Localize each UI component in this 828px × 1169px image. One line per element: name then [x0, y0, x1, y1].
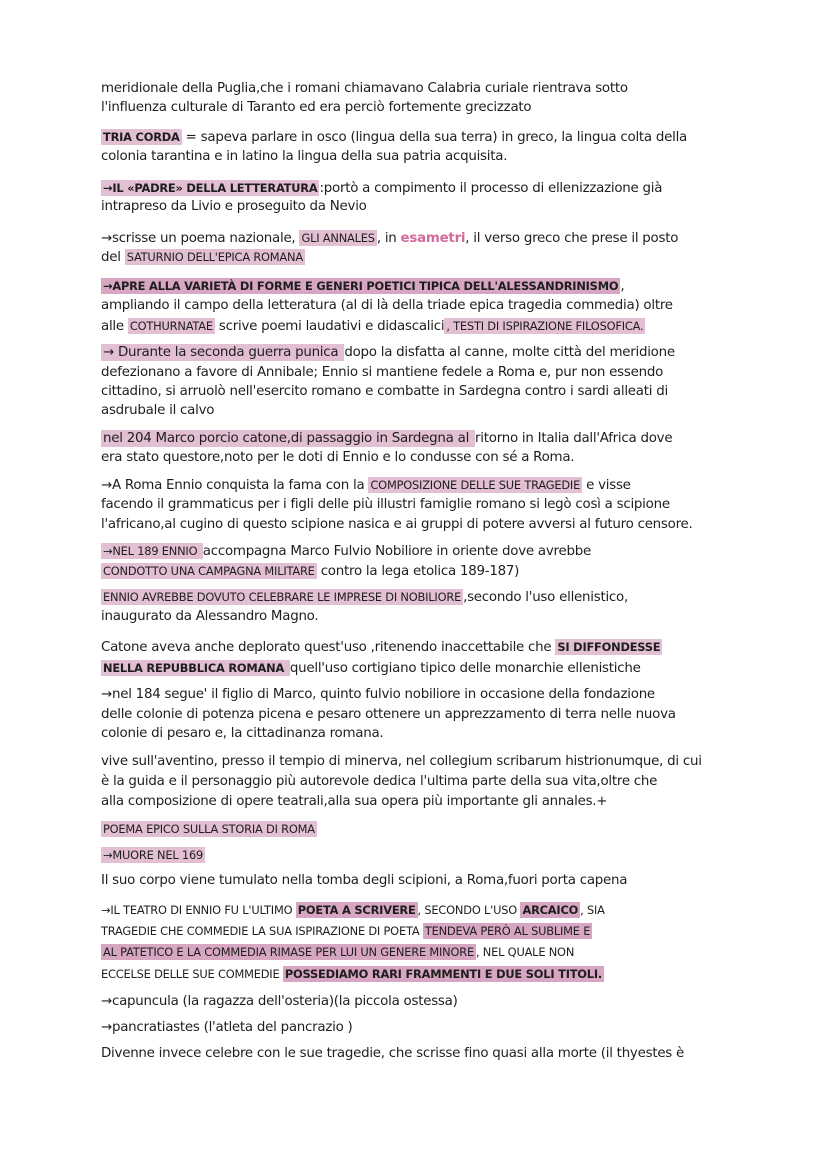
highlight: →MUORE NEL 169	[103, 848, 204, 862]
text-line: →NEL 189 ENNIO accompagna Marco Fulvio Nobiliore in oriente dove avrebbe	[103, 544, 591, 559]
text-line: nel 204 Marco porcio catone,di passaggio in Sardegna al ritorno in Italia dall'Africa dove	[103, 431, 673, 446]
text-line: vive sull'aventino, presso il tempio di minerva, nel collegium scribarum histrionumque, di cui	[101, 754, 702, 769]
text-line: colonie di pesaro e, la cittadinanza romana.	[101, 726, 384, 741]
text-line: Divenne invece celebre con le sue tragedie, che scrisse fino quasi alla morte (il thyestes è	[101, 1046, 685, 1061]
highlight: SI DIFFONDESSE	[557, 640, 661, 654]
text-line: →A Roma Ennio conquista la fama con la COMPOSIZIONE DELLE SUE TRAGEDIE e visse	[101, 478, 631, 493]
text-line	[101, 845, 205, 865]
text-line: →scrisse un poema nazionale, GLI ANNALES , in esametri, il verso greco che prese il posto	[101, 231, 679, 246]
text-line: AL PATETICO E LA COMMEDIA RIMASE PER LUI UN GENERE MINORE , NEL QUALE NON	[103, 945, 575, 959]
highlight: →APRE ALLA VARIETÀ DI FORME E GENERI POETICI TIPICA DELL'ALESSANDRINISMO	[103, 279, 619, 293]
highlight: SATURNIO DELL'EPICA ROMANA	[126, 250, 303, 264]
text-line: defezionano a favore di Annibale; Ennio si mantiene fedele a Roma e, pur non essendo	[101, 365, 664, 380]
text-line: l'africano,al cugino di questo scipione nasica e ai gruppi di potere avversi al futuro censore.	[101, 517, 693, 532]
text-line: era stato questore,noto per le doti di Ennio e lo condusse con sé a Roma.	[101, 450, 575, 465]
highlight: POSSEDIAMO RARI FRAMMENTI E DUE SOLI TITOLI.	[284, 967, 603, 981]
highlight: GLI ANNALES	[301, 231, 375, 245]
text-line: →capuncula (la ragazza dell'osteria)(la piccola ostessa)	[101, 994, 458, 1009]
text-line: → Durante la seconda guerra punica dopo la disfatta al canne, molte città del meridione	[103, 345, 675, 360]
highlight: , TESTI DI ISPIRAZIONE FILOSOFICA.	[446, 319, 644, 333]
text-line: →nel 184 segue' il figlio di Marco, quinto fulvio nobiliore in occasione della fondazione	[101, 687, 655, 702]
text-line: →pancratiastes (l'atleta del pancrazio )	[101, 1020, 353, 1035]
text-line: meridionale della Puglia,che i romani chiamavano Calabria curiale rientrava sotto	[101, 81, 628, 96]
highlight: POEMA EPICO SULLA STORIA DI ROMA	[103, 822, 315, 836]
text-line: cittadino, si arruolò nell'esercito romano e combatte in Sardegna contro i sardi alleati di	[101, 384, 668, 399]
text-line	[101, 819, 317, 839]
text-line: →APRE ALLA VARIETÀ DI FORME E GENERI POETICI TIPICA DELL'ALESSANDRINISMO ,	[103, 279, 625, 294]
text-line: intrapreso da Livio e proseguito da Nevio	[101, 199, 367, 214]
highlight: nel 204 Marco porcio catone,di passaggio in Sardegna al	[103, 431, 474, 446]
highlight: ENNIO AVREBBE DOVUTO CELEBRARE LE IMPRESE DI NOBILIORE	[103, 590, 462, 604]
text-line: l'influenza culturale di Taranto ed era perciò fortemente grecizzato	[101, 100, 532, 115]
highlight: CONDOTTO UNA CAMPAGNA MILITARE	[103, 564, 315, 578]
text-line: ampliando il campo della letteratura (al di là della triade epica tragedia commedia) oltre	[101, 298, 673, 313]
highlight: NELLA REPUBBLICA ROMANA	[103, 661, 288, 675]
text-line: facendo il grammaticus per i figli delle più illustri famiglie romano si legò così a scipione	[101, 497, 670, 512]
text-line: NELLA REPUBBLICA ROMANA quell'uso cortigiano tipico delle monarchie ellenistiche	[103, 661, 641, 676]
highlight: TRIA CORDA	[103, 130, 180, 144]
text-line: TRAGEDIE CHE COMMEDIE LA SUA ISPIRAZIONE DI POETA TENDEVA PERÒ AL SUBLIME E	[101, 924, 591, 938]
text-line: alla composizione di opere teatrali,alla sua opera più importante gli annales.+	[101, 794, 608, 809]
highlight: TENDEVA PERÒ AL SUBLIME E	[424, 924, 591, 938]
highlight: COTHURNATAE	[129, 319, 213, 333]
text-line: ECCELSE DELLE SUE COMMEDIE POSSEDIAMO RARI FRAMMENTI E DUE SOLI TITOLI.	[101, 967, 603, 981]
text-line: →IL TEATRO DI ENNIO FU L'ULTIMO POETA A SCRIVERE , SECONDO L'USO ARCAICO , SIA	[101, 903, 605, 917]
text-line: inaugurato da Alessandro Magno.	[101, 609, 319, 624]
highlight: →NEL 189 ENNIO	[103, 544, 201, 558]
text-line: CONDOTTO UNA CAMPAGNA MILITARE contro la lega etolica 189-187)	[103, 564, 520, 579]
text-line: del SATURNIO DELL'EPICA ROMANA	[101, 250, 303, 265]
highlight: esametri	[400, 231, 466, 246]
text-line: Il suo corpo viene tumulato nella tomba degli scipioni, a Roma,fuori porta capena	[101, 873, 628, 888]
highlight: →IL «PADRE» DELLA LETTERATURA	[103, 181, 318, 195]
highlight: → Durante la seconda guerra punica	[103, 345, 343, 360]
text-line: →IL «PADRE» DELLA LETTERATURA :portò a compimento il processo di ellenizzazione già	[103, 181, 663, 196]
highlight: COMPOSIZIONE DELLE SUE TRAGEDIE	[370, 478, 581, 492]
text-line: delle colonie di potenza picena e pesaro ottenere un apprezzamento di terra nelle nuova	[101, 707, 676, 722]
text-line: asdrubale il calvo	[101, 403, 215, 418]
highlight: ARCAICO	[522, 903, 579, 917]
text-line: TRIA CORDA = sapeva parlare in osco (lingua della sua terra) in greco, la lingua colta della	[103, 130, 688, 145]
text-line: colonia tarantina e in latino la lingua della sua patria acquisita.	[101, 149, 508, 164]
text-line: alle COTHURNATAE scrive poemi laudativi e didascalici , TESTI DI ISPIRAZIONE FILOSOFICA.	[101, 319, 644, 334]
text-line: ENNIO AVREBBE DOVUTO CELEBRARE LE IMPRESE DI NOBILIORE ,secondo l'uso ellenistico,	[103, 590, 628, 605]
text-line: Catone aveva anche deplorato quest'uso ,ritenendo inaccettabile che SI DIFFONDESSE	[101, 640, 661, 655]
text-line: è la guida e il personaggio più autorevole dedica l'ultima parte della sua vita,oltre che	[101, 774, 658, 789]
highlight: POETA A SCRIVERE	[297, 903, 416, 917]
highlight: AL PATETICO E LA COMMEDIA RIMASE PER LUI UN GENERE MINORE	[103, 945, 474, 959]
